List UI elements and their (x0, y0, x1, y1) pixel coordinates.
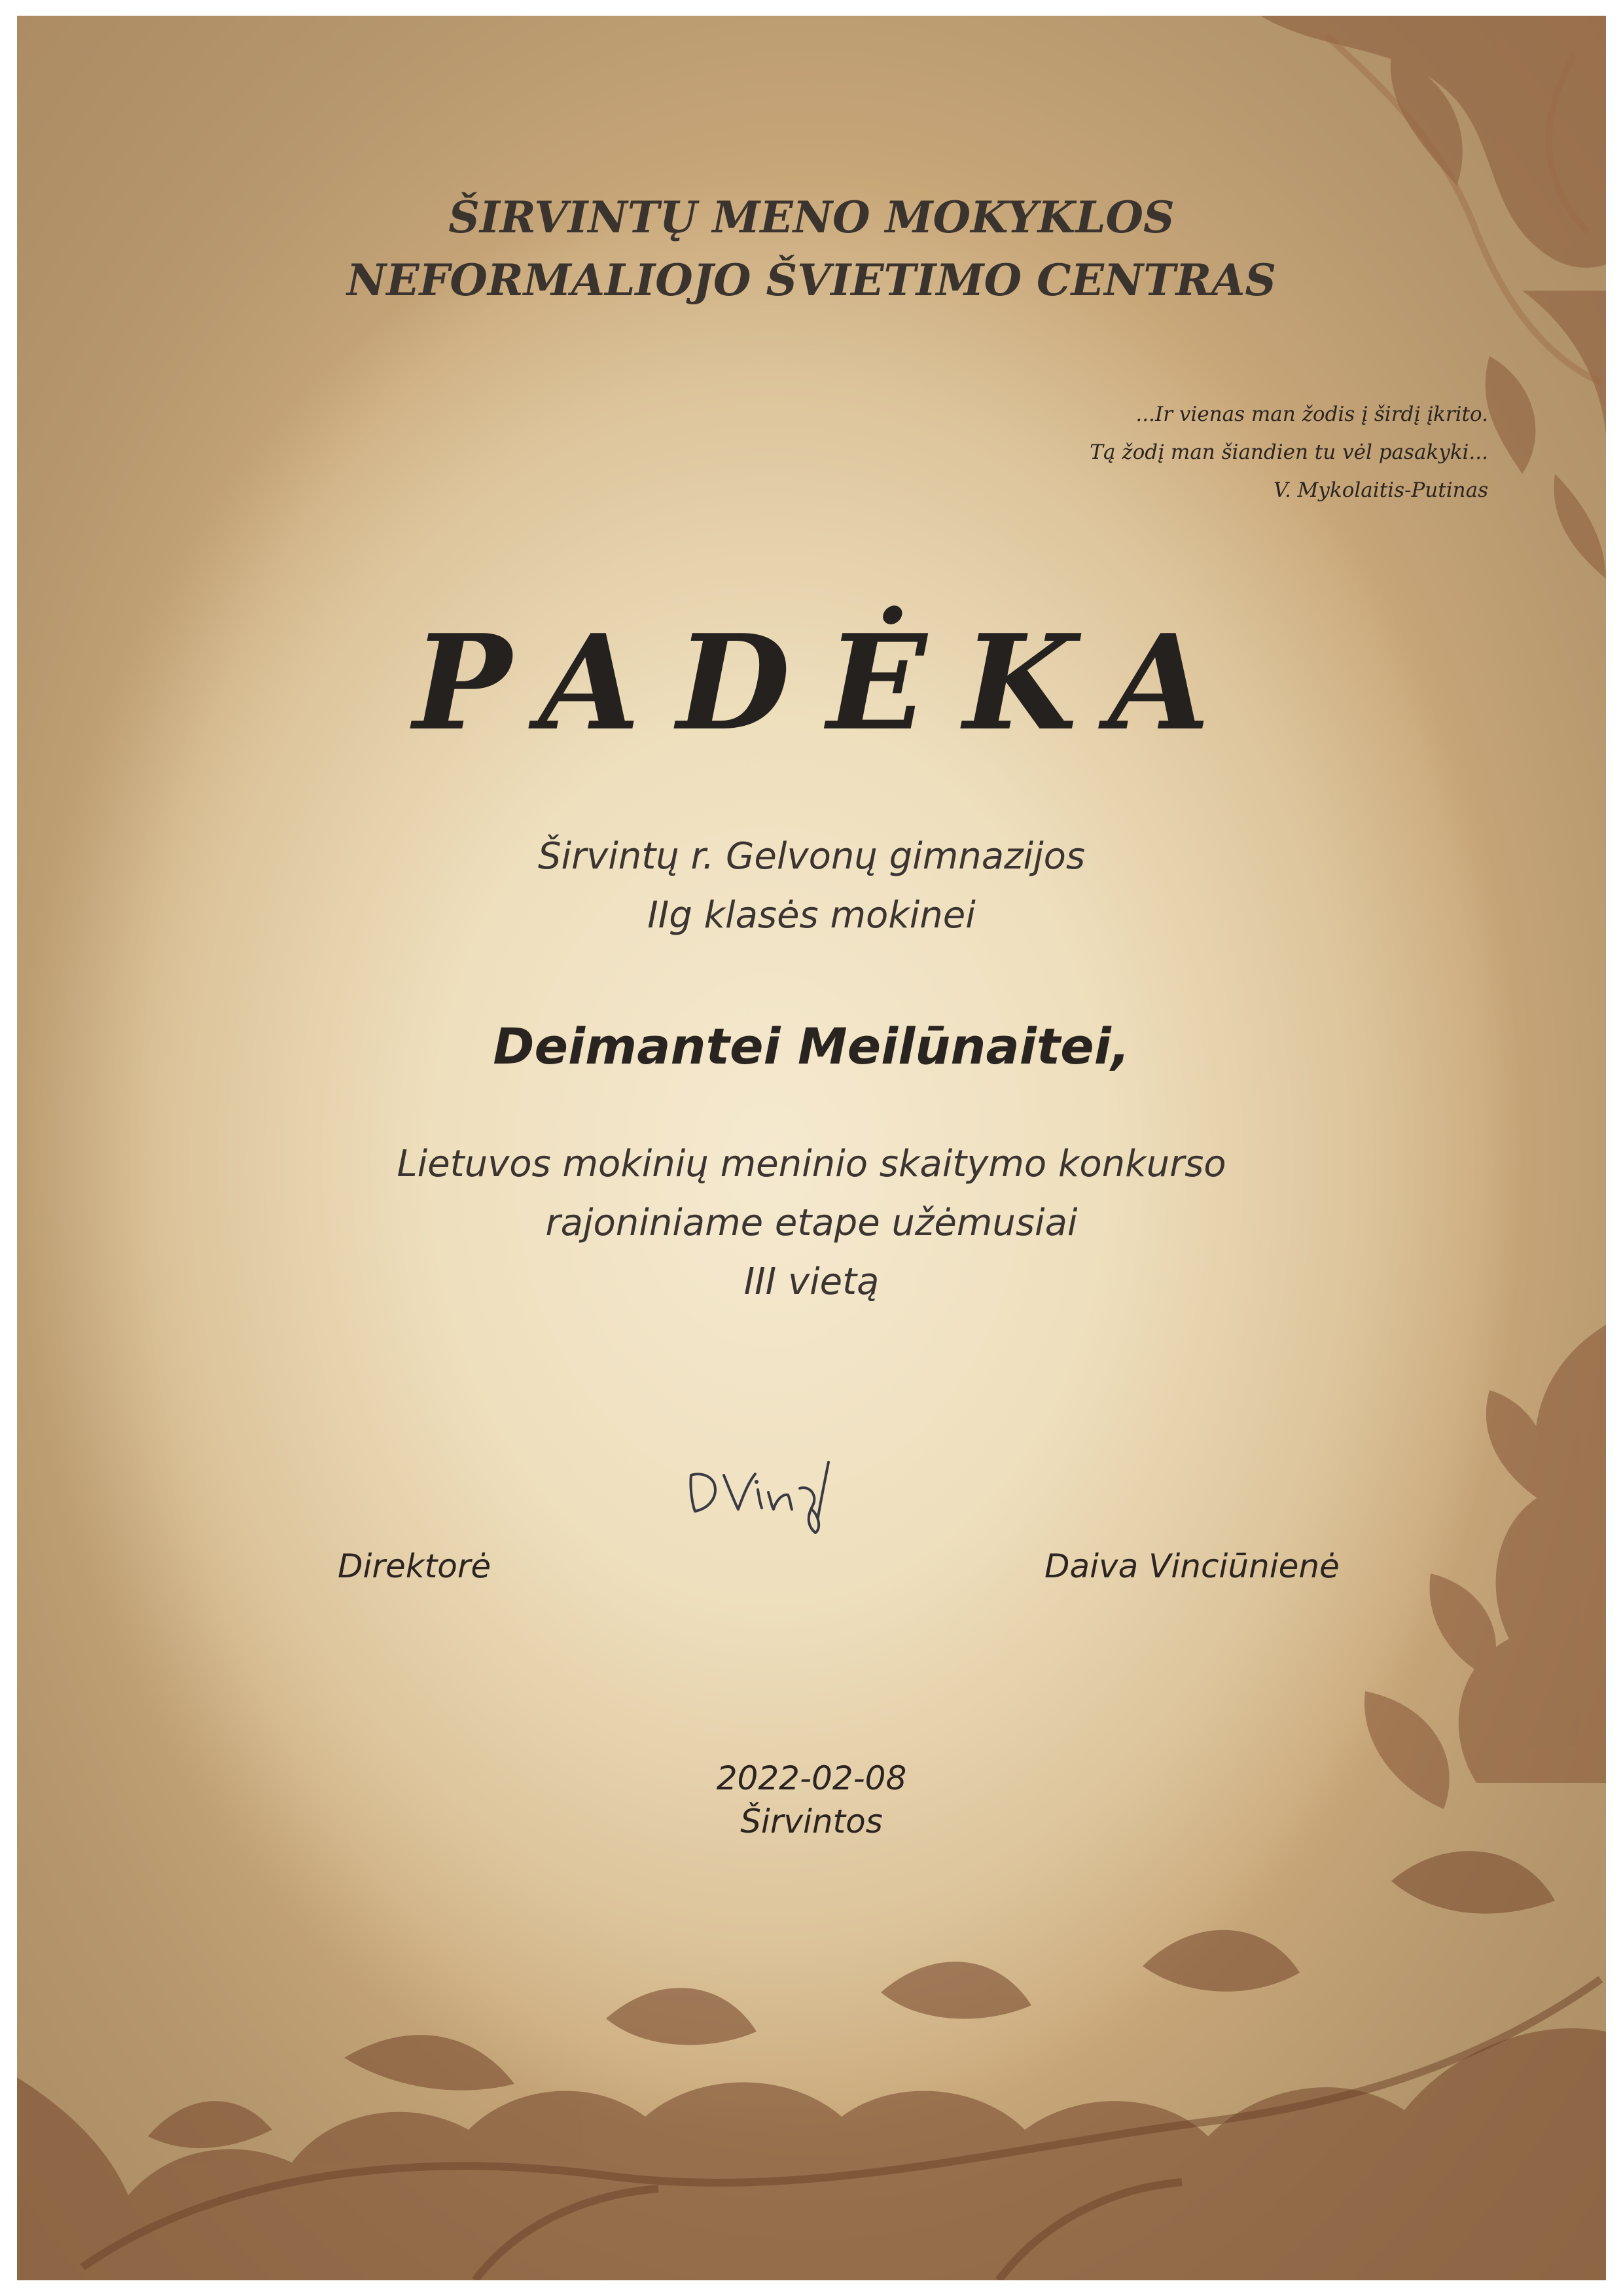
signatory-role: Direktorė (338, 1547, 491, 1585)
award-reason-line-3: III vietą (743, 1261, 880, 1303)
signature-row (17, 1547, 1606, 1613)
issue-date: 2022-02-08 (716, 1759, 907, 1797)
recipient-name: Deimantei Meilūnaitei, (493, 1017, 1130, 1075)
epigraph (1090, 395, 1488, 509)
organization-line-1: ŠIRVINTŲ MENO MOKYKLOS (448, 192, 1175, 243)
epigraph-line-1: ...Ir vienas man žodis į širdį įkrito. (1135, 403, 1488, 426)
award-reason-line-1: Lietuvos mokinių meninio skaitymo konkurso (397, 1143, 1226, 1185)
recipient-school-line-1: Širvintų r. Gelvonų gimnazijos (537, 835, 1086, 878)
organization-name (17, 186, 1606, 312)
parchment-background (17, 16, 1606, 2280)
epigraph-line-2: Tą žodį man šiandien tu vėl pasakyki... (1090, 440, 1488, 464)
recipient-school-line-2: IIg klasės mokinei (647, 894, 976, 937)
issue-place: Širvintos (740, 1803, 883, 1840)
signatory-name: Daiva Vinciūnienė (1044, 1547, 1340, 1585)
organization-line-2: NEFORMALIOJO ŠVIETIMO CENTRAS (346, 255, 1277, 306)
certificate-title: PADĖKA (413, 606, 1247, 760)
award-reason (17, 1135, 1606, 1312)
recipient-school (17, 827, 1606, 945)
handwritten-signature-icon (678, 1449, 848, 1541)
epigraph-author: V. Mykolaitis-Putinas (1274, 478, 1488, 502)
issue-info (17, 1757, 1606, 1843)
award-reason-line-2: rajoniniame etape užėmusiai (545, 1202, 1078, 1244)
